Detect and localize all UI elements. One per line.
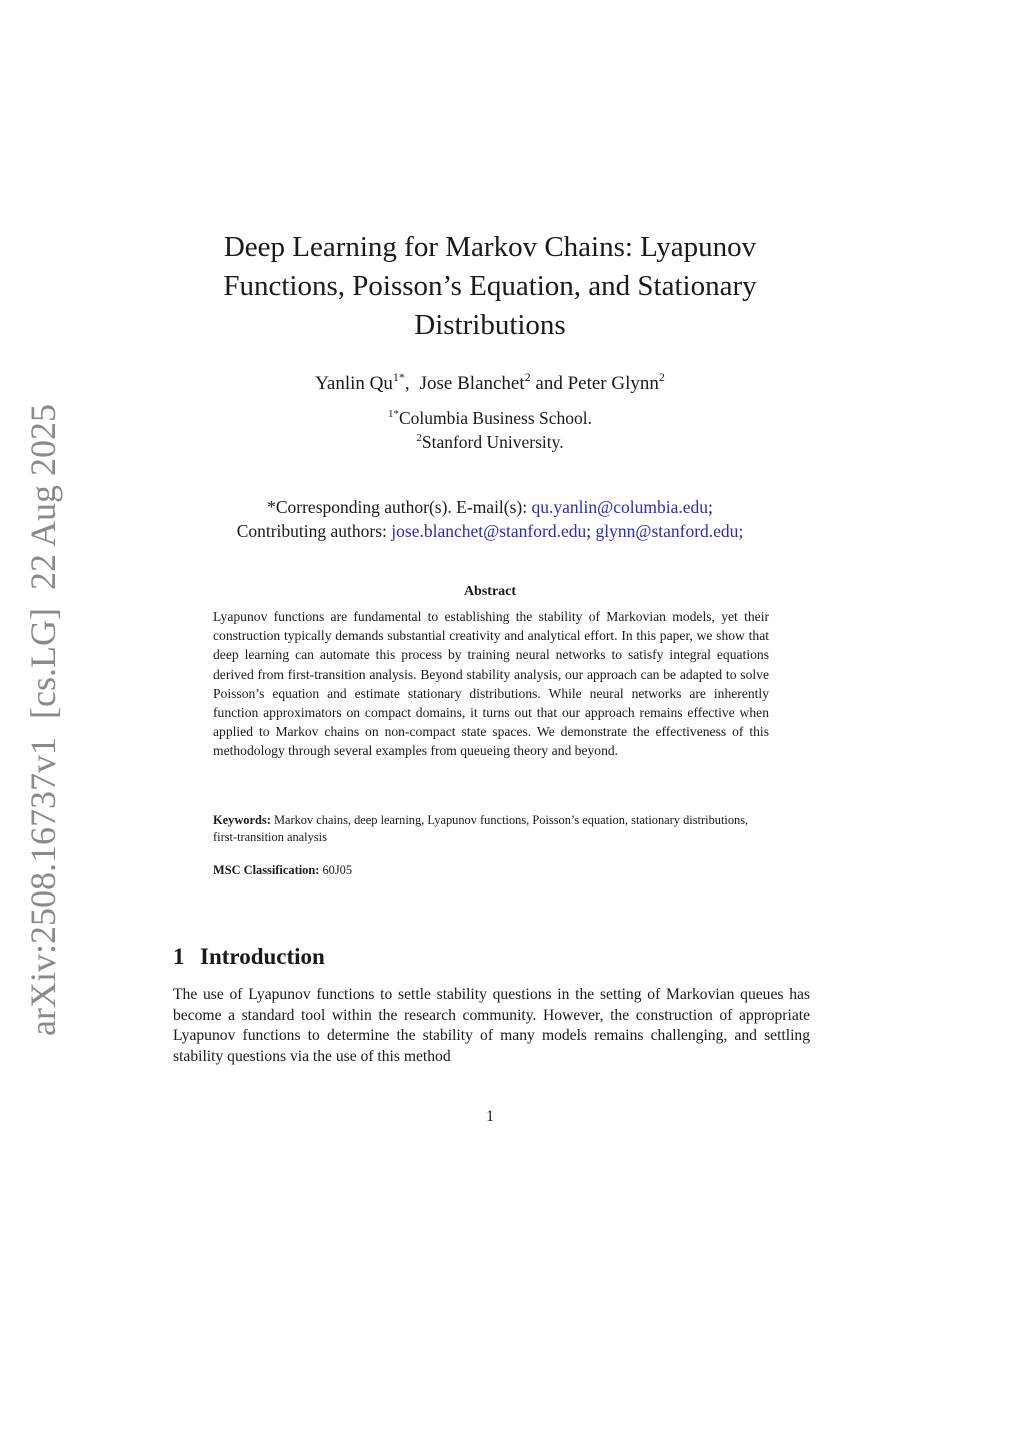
page-number: 1 (486, 1108, 494, 1125)
corresponding-line (130, 495, 850, 519)
author-separator: , (404, 373, 410, 394)
author-2-name: Jose Blanchet (419, 373, 525, 394)
keywords-text: Markov chains, deep learning, Lyapunov functions, Poisson’s equation, stationary distributions, first-transition analysis (213, 813, 749, 844)
arxiv-date: 22 Aug 2025 (23, 404, 63, 591)
msc-label: MSC Classification: (213, 863, 320, 877)
arxiv-category: [cs.LG] (23, 608, 63, 719)
author-conjunction: and (530, 373, 568, 394)
title-line-2: Functions, Poisson’s Equation, and Stationary (223, 270, 757, 302)
abstract-text: Lyapunov functions are fundamental to establishing the stability of Markovian models, yet their construction typically demands substantial creativity and analytical effort. In this paper, we show that deep learning can automate this process by training neural networks to satisfy integral equations derived from first-transition analysis. Beyond stability analysis, our approach can be adapted to solve Poisson’s equation and estimate stationary distributions. While neural networks are inherently function approximators on compact domains, it turns out that our approach remains effective when applied to Markov chains on non-compact state spaces. We demonstrate the effectiveness of this methodology through several examples from queueing theory and beyond. (213, 609, 769, 759)
keywords-label: Keywords: (213, 813, 271, 827)
author-3-name: Peter Glynn (567, 373, 659, 394)
arxiv-identifier: arXiv:2508.16737v1 (23, 737, 63, 1036)
abstract-heading: Abstract (463, 584, 517, 599)
title-line-1: Deep Learning for Markov Chains: Lyapunov (223, 231, 757, 263)
msc-classification (213, 862, 769, 879)
affiliation-1 (180, 406, 800, 430)
title-line-3: Distributions (414, 309, 566, 341)
contributing-email-2-link[interactable]: glynn@stanford.edu (595, 521, 739, 541)
corresponding-prefix: *Corresponding author(s). E-mail(s): (267, 497, 532, 517)
corresponding-suffix: ; (708, 497, 713, 517)
introduction-text: The use of Lyapunov functions to settle stability questions in the setting of Markovian queues has become a standard tool within the research community. However, the construction of appropriate Lyapunov functions to determine the stability of many models remains challenging, and settling stability questions via the use of this method (173, 986, 810, 1065)
author-2-affil-mark: 2 (524, 370, 531, 384)
affiliation-1-mark: 1* (388, 408, 399, 420)
author-1-affil-mark: 1* (392, 370, 405, 384)
section-heading (173, 942, 813, 972)
contributing-separator: ; (586, 521, 596, 541)
arxiv-stamp (23, 390, 63, 1050)
affiliation-2 (180, 430, 800, 454)
contributing-email-1-link[interactable]: jose.blanchet@stanford.edu (391, 521, 587, 541)
author-list (180, 371, 800, 397)
affiliation-1-name: Columbia Business School. (399, 408, 592, 428)
paper-title (180, 228, 800, 345)
affiliation-2-name: Stanford University. (421, 432, 564, 452)
author-3-affil-mark: 2 (658, 370, 665, 384)
section-title: Introduction (200, 944, 325, 969)
author-1-name: Yanlin Qu (315, 373, 393, 394)
keywords (213, 812, 769, 846)
contributing-suffix: ; (738, 521, 744, 541)
contact-info (130, 495, 850, 543)
msc-code: 60J05 (322, 863, 353, 877)
affiliation-list (180, 406, 800, 454)
affiliation-2-mark: 2 (416, 432, 422, 444)
section-number: 1 (173, 944, 185, 969)
contributing-prefix: Contributing authors: (236, 521, 392, 541)
contributing-line (130, 519, 850, 543)
corresponding-email-link[interactable]: qu.yanlin@columbia.edu (531, 497, 708, 517)
